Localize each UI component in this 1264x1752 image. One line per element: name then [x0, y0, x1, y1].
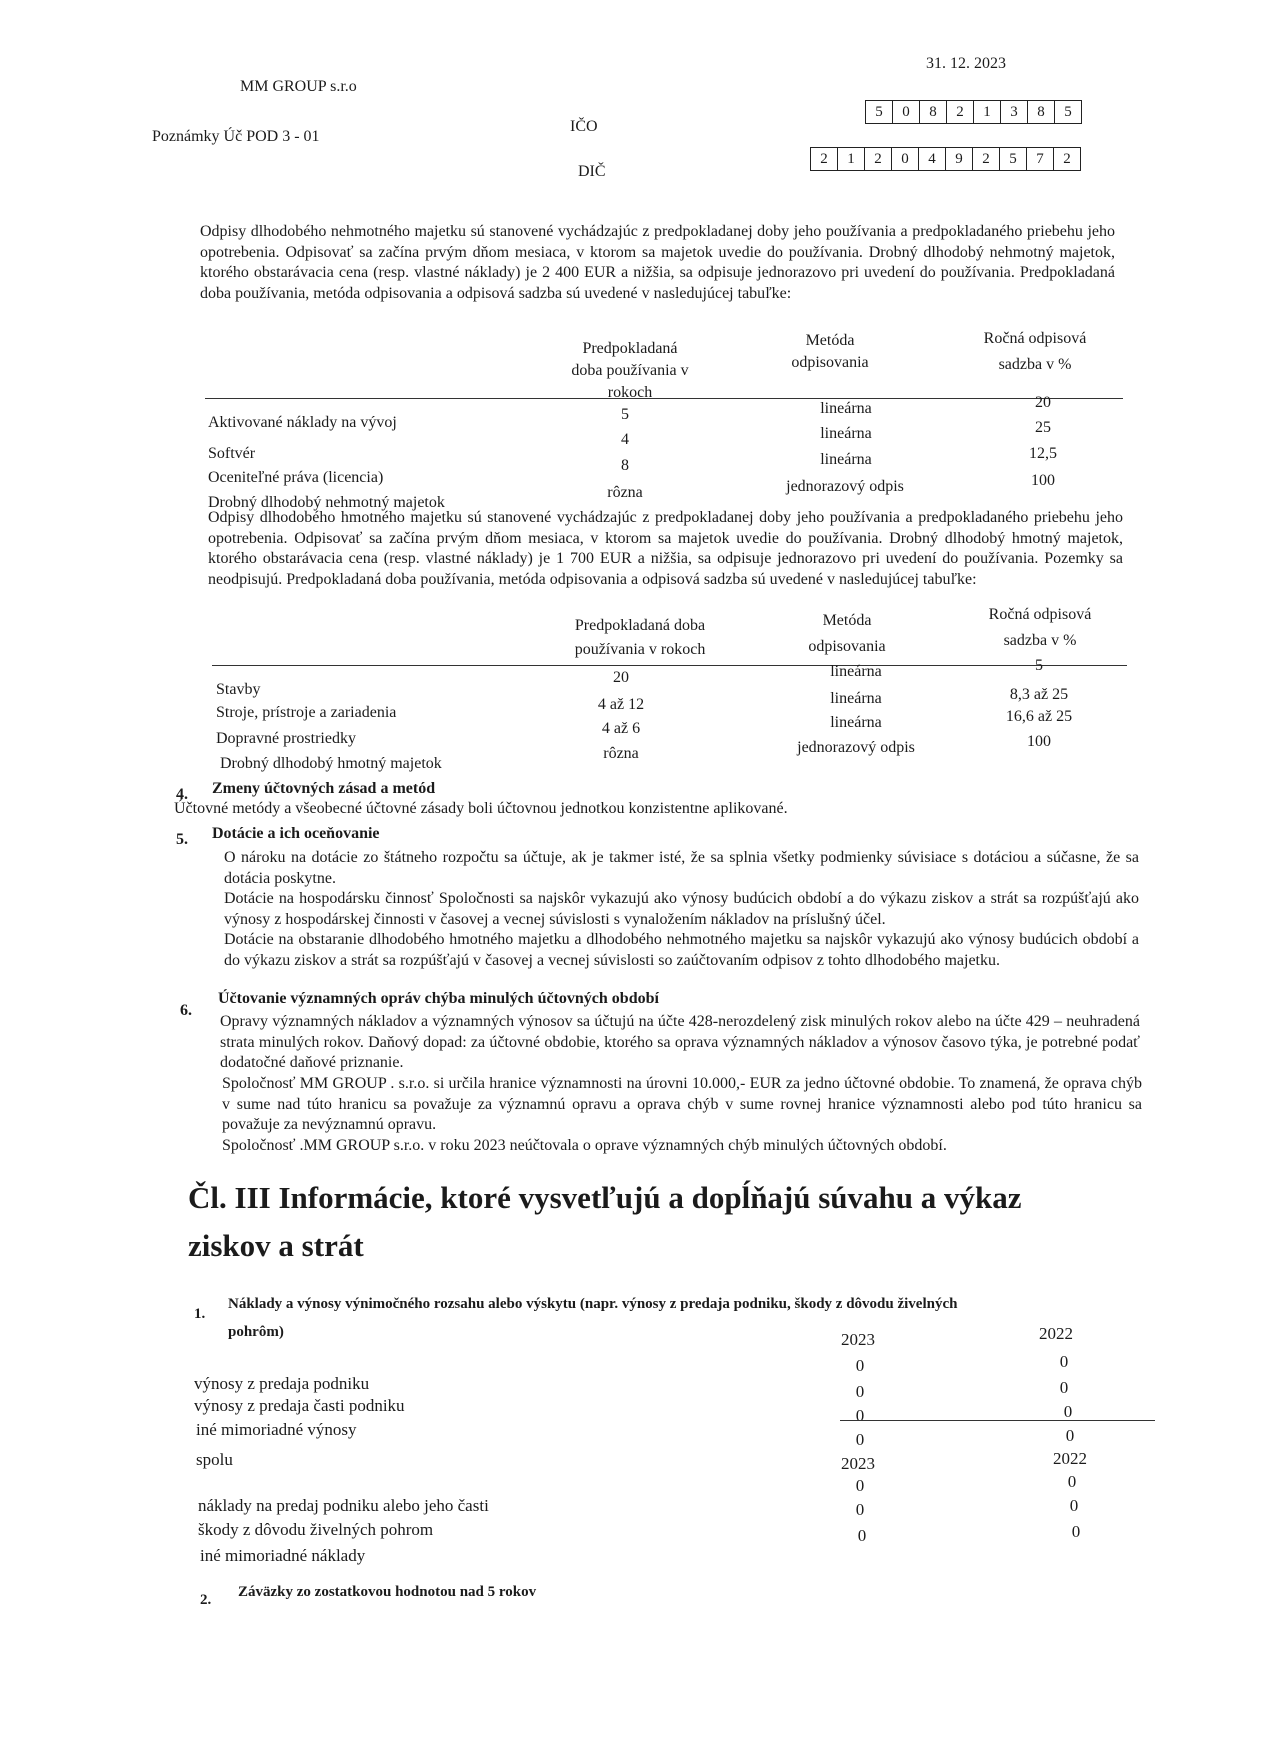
tangible-header-period: Predpokladaná doba používania v rokoch — [574, 617, 706, 658]
row-label: výnosy z predaja časti podniku — [194, 1396, 405, 1415]
row-rate: 100 — [1031, 472, 1055, 489]
row-method: lineárna — [820, 451, 872, 468]
row-period: rôzna — [607, 484, 643, 501]
row-label: Oceniteľné práva (licencia) — [208, 469, 384, 486]
year-2023-label: 2023 — [841, 1330, 875, 1349]
row-period: 8 — [621, 457, 629, 474]
row-value-2022: 0 — [1065, 1426, 1075, 1445]
row-label: Softvér — [208, 445, 256, 462]
row-label: Aktivované náklady na vývoj — [208, 414, 397, 431]
row-label: iné mimoriadné náklady — [200, 1546, 366, 1565]
row-rate: 12,5 — [1029, 445, 1057, 462]
row-rate: 20 — [1035, 394, 1051, 411]
dic-digit: 0 — [892, 148, 919, 170]
row-value-2023: 0 — [855, 1406, 865, 1425]
row-method: lineárna — [820, 425, 872, 442]
year-2022-label: 2022 — [1039, 1324, 1073, 1343]
section-6-paragraph-1: Opravy významných nákladov a významných výnosov sa účtujú na účte 428-nerozdelený zisk minulých rokov alebo na účte 429 – neuhradená strata minulých rokov. Daňový dopad: za účtovné obdobie, ktorého sa oprava významných nákladov a výnosov časovo týka, je potrebné podať dodatočné daňové priznanie. — [220, 1013, 1140, 1071]
dic-digit: 9 — [946, 148, 973, 170]
dic-digit: 1 — [838, 148, 865, 170]
company-name: MM GROUP s.r.o — [240, 78, 357, 95]
row-label: spolu — [196, 1450, 233, 1469]
row-period: 4 — [621, 431, 629, 448]
year-2023-label-costs: 2023 — [841, 1454, 875, 1473]
intangible-header-period: Predpokladaná doba používania v rokoch — [571, 340, 689, 401]
section-6-title: Účtovanie významných opráv chýba minulých účtovných období — [218, 990, 659, 1007]
row-period: rôzna — [603, 745, 639, 762]
tangible-header-method: Metóda odpisovania — [808, 612, 886, 655]
row-label: náklady na predaj podniku alebo jeho časti — [198, 1496, 489, 1515]
section-5-number: 5. — [176, 831, 188, 848]
tangible-paragraph: Odpisy dlhodobého hmotného majetku sú stanovené vychádzajúc z predpokladanej doby jeho používania a predpokladaného priebehu jeho opotrebenia. Odpisovať sa začína prvým dňom mesiaca, v ktorom sa majetok uvedie do používania. Drobný dlhodobý hmotný majetok, ktorého obstarávacia cena (resp. vlastné náklady) je 1 700 EUR a nižšia, sa odpisuje jednorazovo pri uvedení do používania. Pozemky sa neodpisujú. Predpokladaná doba používania, metóda odpisovania a odpisová sadzba sú uvedené v nasledujúcej tabuľke: — [208, 509, 1123, 588]
row-method: lineárna — [830, 690, 882, 707]
row-value-2023: 0 — [855, 1430, 865, 1449]
row-method: lineárna — [830, 663, 882, 680]
ico-digit: 1 — [974, 101, 1001, 123]
row-value-2023: 0 — [855, 1500, 865, 1519]
row-value-2023: 0 — [857, 1526, 867, 1545]
ico-digit: 5 — [866, 101, 893, 123]
section-4-number: 4. — [176, 786, 188, 803]
row-value-2023: 0 — [855, 1382, 865, 1401]
intangible-paragraph: Odpisy dlhodobého nehmotného majetku sú stanovené vychádzajúc z predpokladanej doby jeho používania a predpokladaného priebehu jeho opotrebenia. Odpisovať sa začína prvým dňom mesiaca, v ktorom sa majetok uvedie do používania. Drobný dlhodobý nehmotný majetok, ktorého obstarávacia cena (resp. vlastné náklady) je 2 400 EUR a nižšia, sa odpisuje jednorazovo pri uvedení do používania. Predpokladaná doba používania, metóda odpisovania a odpisová sadzba sú uvedené v nasledujúcej tabuľke: — [200, 223, 1115, 302]
row-value-2022: 0 — [1059, 1352, 1069, 1371]
intangible-header-method: Metóda odpisovania — [791, 332, 869, 371]
row-rate: 5 — [1035, 657, 1043, 674]
ico-digit: 5 — [1064, 104, 1072, 120]
ico-digit: 3 — [1001, 101, 1028, 123]
intangible-header-rate: Ročná odpisová sadzba v % — [983, 330, 1087, 373]
row-period: 4 až 12 — [597, 696, 645, 713]
row-rate: 16,6 až 25 — [1005, 708, 1073, 725]
dic-digit: 2 — [973, 148, 1000, 170]
row-period: 4 až 6 — [601, 720, 641, 737]
row-label: Dopravné prostriedky — [216, 730, 356, 747]
section-5-paragraph-2: Dotácie na hospodársku činnosť Spoločnosti sa najskôr vykazujú ako výnosy budúcich období a do výkazu ziskov a strát sa rozpúšťajú ako výnosy z hospodárskej činnosti v časovej a vecnej súvislosti s vynaložením nákladov na príslušný účel. — [224, 890, 1139, 928]
row-value-2022: 0 — [1059, 1378, 1069, 1397]
item-1-title-line-2: pohrôm) — [228, 1324, 284, 1340]
row-value-2023: 0 — [855, 1476, 865, 1495]
dic-digit: 2 — [811, 148, 838, 170]
tangible-header-rate: Ročná odpisová sadzba v % — [988, 606, 1092, 649]
ico-digit: 8 — [920, 101, 947, 123]
section-6-paragraph-3: Spoločnosť .MM GROUP s.r.o. v roku 2023 neúčtovala o oprave významných chýb minulých účtovných období. — [222, 1137, 947, 1154]
item-2-number: 2. — [200, 1592, 212, 1608]
ico-digits — [865, 100, 1082, 124]
section-6-number: 6. — [180, 1002, 192, 1019]
row-method: jednorazový odpis — [786, 478, 904, 495]
section-6-paragraph-2: Spoločnosť MM GROUP . s.r.o. si určila hranice významnosti na úrovni 10.000,- EUR za jedno účtovné obdobie. To znamená, že oprava chýb v sume nad túto hranicu sa považuje za významnú opravu a oprava chýb v sume rovnej hranice významnosti alebo pod túto hranicu sa považuje za nevýznamnú opravu. — [222, 1075, 1142, 1133]
row-value-2022: 0 — [1069, 1496, 1079, 1515]
dic-digit: 4 — [919, 148, 946, 170]
chapter-heading-line-2: ziskov a strát — [188, 1228, 364, 1263]
row-method: lineárna — [820, 400, 872, 417]
item-1-number: 1. — [194, 1306, 206, 1322]
row-value-2022: 0 — [1067, 1472, 1077, 1491]
row-label: výnosy z predaja podniku — [194, 1374, 370, 1393]
row-label: iné mimoriadné výnosy — [196, 1420, 357, 1439]
document-code: Poznámky Úč POD 3 - 01 — [152, 128, 320, 145]
row-value-2022: 0 — [1063, 1402, 1073, 1421]
row-label: Drobný dlhodobý hmotný majetok — [220, 755, 442, 772]
report-date: 31. 12. 2023 — [926, 55, 1006, 72]
row-value-2023: 0 — [855, 1356, 865, 1375]
section-5-title: Dotácie a ich oceňovanie — [212, 825, 380, 842]
row-method: jednorazový odpis — [797, 739, 915, 756]
intangible-table-rule — [205, 398, 1123, 399]
row-rate: 25 — [1035, 419, 1051, 436]
ico-digit: 8 — [1028, 101, 1055, 123]
table-row — [198, 1472, 1098, 1518]
dic-digit: 5 — [1000, 148, 1027, 170]
year-2022-label-costs: 2022 — [1053, 1449, 1087, 1468]
ico-digit: 0 — [893, 101, 920, 123]
ico-label: IČO — [570, 118, 598, 135]
chapter-heading-line-1: Čl. III Informácie, ktoré vysvetľujú a dopĺňajú súvahu a výkaz — [188, 1180, 1022, 1215]
item-1-title-line-1: Náklady a výnosy výnimočného rozsahu alebo výskytu (napr. výnosy z predaja podniku, škody z dôvodu živelných — [228, 1296, 958, 1312]
item-2-title: Záväzky zo zostatkovou hodnotou nad 5 rokov — [238, 1584, 537, 1600]
dic-digit: 7 — [1027, 148, 1054, 170]
ico-digit: 2 — [947, 101, 974, 123]
row-label: Stavby — [216, 681, 261, 698]
row-period: 20 — [613, 669, 629, 686]
row-rate: 8,3 až 25 — [1009, 686, 1069, 703]
section-4-text: Účtovné metódy a všeobecné účtovné zásady boli účtovnou jednotkou konzistentne aplikované. — [174, 800, 788, 817]
row-value-2022: 0 — [1071, 1522, 1081, 1541]
section-4-title: Zmeny účtovných zásad a metód — [212, 780, 436, 797]
row-rate: 100 — [1027, 733, 1051, 750]
row-label: Stroje, prístroje a zariadenia — [216, 704, 397, 721]
section-5-paragraph-3: Dotácie na obstaranie dlhodobého hmotného majetku a dlhodobého nehmotného majetku sa najskôr vykazujú ako výnosy budúcich období a do výkazu ziskov a strát sa rozpúšťajú v časovej a vecnej súvislosti so zaúčtovaním odpisov z tohto dlhodobého majetku. — [224, 931, 1139, 969]
row-label: škody z dôvodu živelných pohrom — [198, 1520, 434, 1539]
dic-label: DIČ — [578, 163, 606, 180]
totals-rule — [840, 1420, 1155, 1421]
row-label: Drobný dlhodobý nehmotný majetok — [208, 494, 445, 511]
dic-digit: 2 — [865, 148, 892, 170]
section-5-paragraph-1: O nároku na dotácie zo štátneho rozpočtu sa účtuje, ak je takmer isté, že sa splnia všetky podmienky súvisiace s dotáciou a súčasne, že sa dotácia poskytne. — [224, 849, 1139, 887]
dic-digits — [810, 147, 1081, 171]
row-method: lineárna — [830, 714, 882, 731]
row-period: 5 — [621, 406, 629, 423]
table-row — [194, 1352, 1094, 1393]
dic-digit: 2 — [1063, 151, 1071, 167]
